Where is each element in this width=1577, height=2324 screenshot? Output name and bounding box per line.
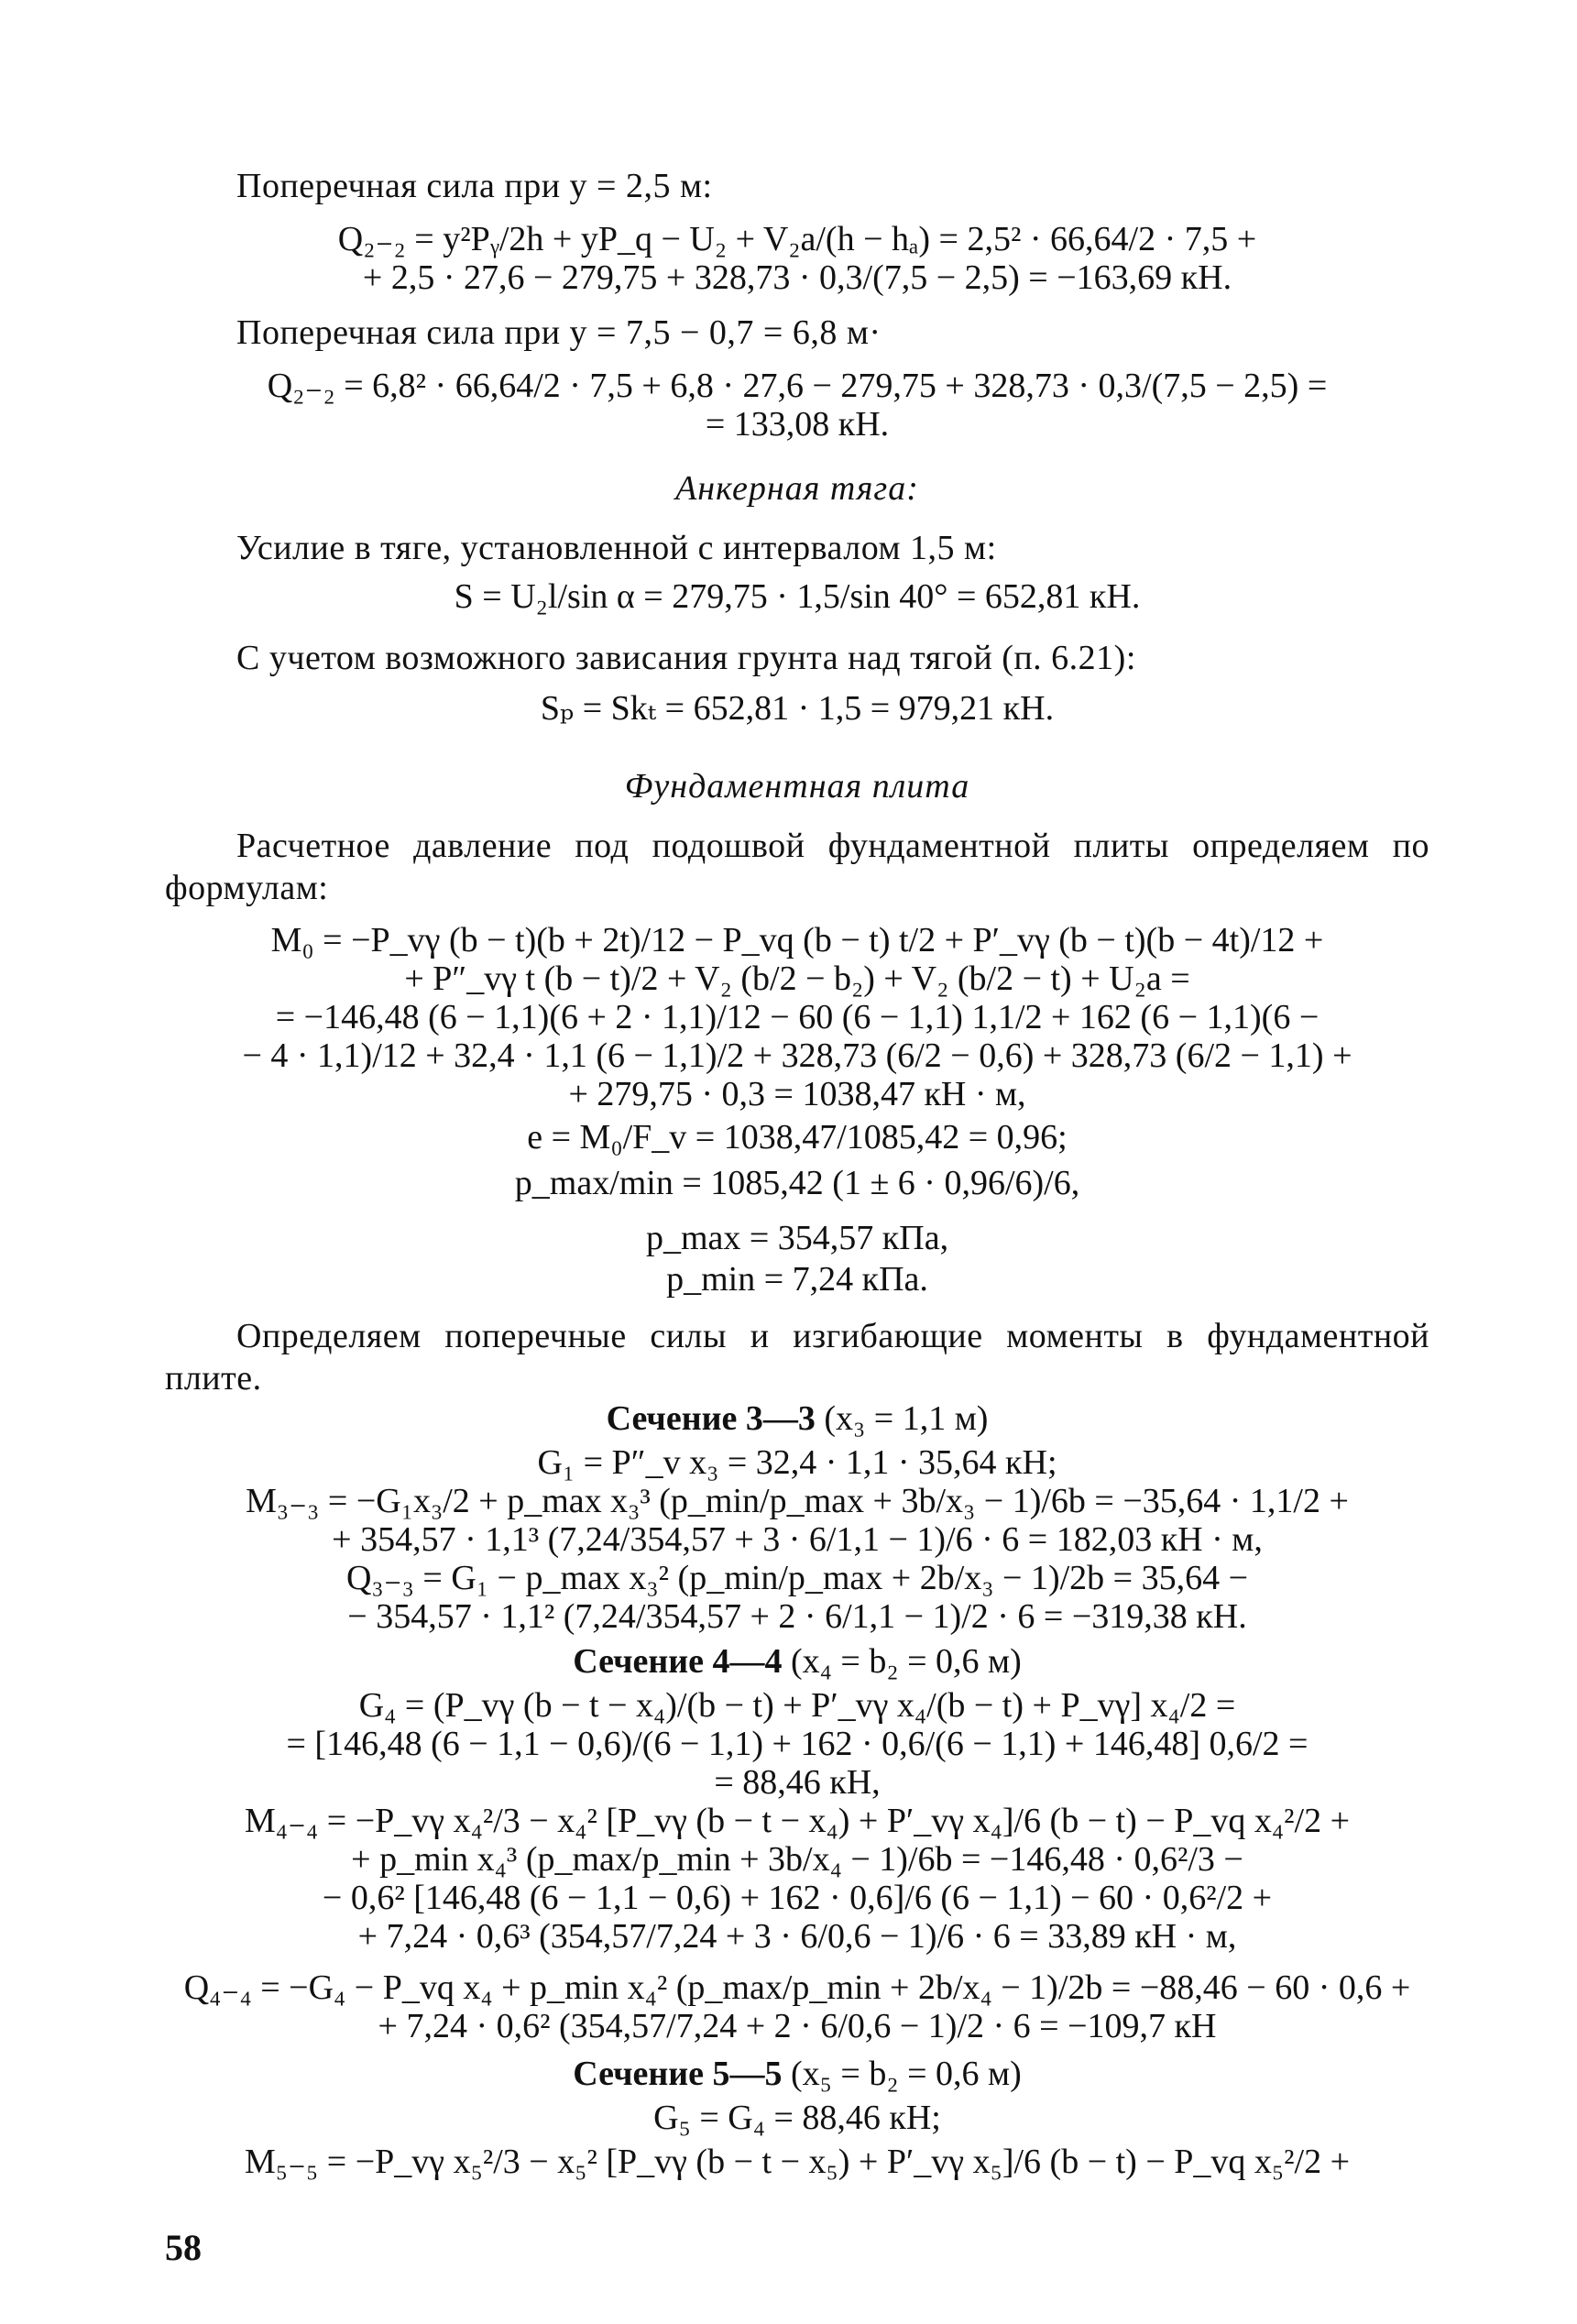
section-title: Сечение 4—4 [573, 1642, 783, 1681]
paragraph-rod-force: Усилие в тяге, установленной с интервалом 1,5 м: [236, 529, 997, 567]
formula-q22-first [165, 220, 1429, 297]
section-3-3-header [165, 1398, 1429, 1440]
formula-line: + p_min x₄³ (p_max/p_min + 3b/x₄ − 1)/6b = −146,48 · 0,6²/3 − [351, 1840, 1243, 1879]
section-5-5-header [165, 2053, 1429, 2095]
formula-line: G₄ = (P_vγ (b − t − x₄)/(b − t) + P′_vγ x₄/(b − t) + P_vγ] x₄/2 = [358, 1686, 1236, 1725]
formula-line: M₅₋₅ = −P_vγ x₅²/3 − x₅² [P_vγ (b − t − x₅) + P′_vγ x₅]/6 (b − t) − P_vq x₅²/2 + [244, 2143, 1351, 2181]
paragraph-design-pressure: Расчетное давление под подошвой фундаментной плиты определяем по формулам: [165, 827, 1429, 907]
formula-line: Q₂₋₂ = y²Pᵧ/2h + yP_q − U₂ + V₂a/(h − hₐ) = 2,5² · 66,64/2 · 7,5 + [337, 220, 1257, 258]
formula-line: = −146,48 (6 − 1,1)(6 + 2 · 1,1)/12 − 60 (6 − 1,1) 1,1/2 + 162 (6 − 1,1)(6 − [275, 998, 1320, 1036]
formula-line: + 7,24 · 0,6² (354,57/7,24 + 2 · 6/0,6 − 1)/2 · 6 = −109,7 кН [378, 2007, 1217, 2045]
formula-line: Q₃₋₃ = G₁ − p_max x₃² (p_min/p_max + 2b/x₃ − 1)/2b = 35,64 − [345, 1559, 1249, 1597]
heading-anchor-rod: Анкерная тяга: [675, 469, 919, 508]
formula-sp: Sₚ = Skₜ = 652,81 · 1,5 = 979,21 кН. [540, 689, 1055, 728]
paragraph-soil-hanging: С учетом возможного зависания грунта над тягой (п. 6.21): [236, 639, 1136, 677]
formula-p-max: p_max = 354,57 кПа, [645, 1219, 949, 1257]
paragraph-shear-2-5: Поперечная сила при y = 2,5 м: [236, 167, 713, 205]
formula-line: − 354,57 · 1,1² (7,24/354,57 + 2 · 6/1,1 − 1)/2 · 6 = −319,38 кН. [347, 1597, 1247, 1636]
formula-line: M₀ = −P_vγ (b − t)(b + 2t)/12 − P_vq (b − t) t/2 + P′_vγ (b − t)(b − 4t)/12 + [270, 921, 1324, 959]
formula-line: = [146,48 (6 − 1,1 − 0,6)/(6 − 1,1) + 162 · 0,6/(6 − 1,1) + 146,48] 0,6/2 = [286, 1725, 1309, 1763]
formula-line: + 354,57 · 1,1³ (7,24/354,57 + 3 · 6/1,1 − 1)/6 · 6 = 182,03 кН · м, [332, 1520, 1263, 1559]
formula-line: + 279,75 · 0,3 = 1038,47 кН · м, [568, 1075, 1026, 1113]
section-title: Сечение 3—3 [606, 1399, 816, 1438]
formula-line: M₃₋₃ = −G₁x₃/2 + p_max x₃³ (p_min/p_max + 3b/x₃ − 1)/6b = −35,64 · 1,1/2 + [246, 1482, 1349, 1520]
formula-line: + 2,5 · 27,6 − 279,75 + 328,73 · 0,3/(7,5 − 2,5) = −163,69 кН. [362, 258, 1232, 297]
formula-p-max-min: p_max/min = 1085,42 (1 ± 6 · 0,96/6)/6, [514, 1164, 1080, 1202]
formulas-section-5-5 [165, 2099, 1429, 2181]
formula-m0 [165, 921, 1429, 1113]
paragraph-shear-moments: Определяем поперечные силы и изгибающие моменты в фундаментной плите. [165, 1317, 1429, 1398]
heading-foundation-slab: Фундаментная плита [624, 767, 970, 806]
formulas-section-4-4 [165, 1686, 1429, 2045]
formula-line: = 133,08 кН. [705, 405, 890, 444]
formula-line: M₄₋₄ = −P_vγ x₄²/3 − x₄² [P_vγ (b − t − x₄) + P′_vγ x₄]/6 (b − t) − P_vq x₄²/2 + [244, 1802, 1351, 1840]
formula-line: + P″_vγ t (b − t)/2 + V₂ (b/2 − b₂) + V₂ (b/2 − t) + U₂a = [404, 959, 1190, 998]
formula-line: G₅ = G₄ = 88,46 кН; [653, 2099, 941, 2137]
formula-q22-second [165, 367, 1429, 444]
section-condition: (x₄ = b₂ = 0,6 м) [791, 1642, 1022, 1681]
section-condition: (x₅ = b₂ = 0,6 м) [791, 2055, 1022, 2093]
section-4-4-header [165, 1640, 1429, 1683]
formula-line: + 7,24 · 0,6³ (354,57/7,24 + 3 · 6/0,6 − 1)/6 · 6 = 33,89 кН · м, [357, 1917, 1237, 1956]
formula-line: Q₄₋₄ = −G₄ − P_vq x₄ + p_min x₄² (p_max/p_min + 2b/x₄ − 1)/2b = −88,46 − 60 · 0,6 + [183, 1968, 1411, 2007]
formula-line: Q₂₋₂ = 6,8² · 66,64/2 · 7,5 + 6,8 · 27,6 − 279,75 + 328,73 · 0,3/(7,5 − 2,5) = [267, 367, 1328, 405]
section-condition: (x₃ = 1,1 м) [824, 1399, 989, 1438]
formula-line: G₁ = P″_v x₃ = 32,4 · 1,1 · 35,64 кН; [537, 1443, 1057, 1482]
formula-line: − 4 · 1,1)/12 + 32,4 · 1,1 (6 − 1,1)/2 + 328,73 (6/2 − 0,6) + 328,73 (6/2 − 1,1) + [242, 1036, 1352, 1075]
formula-eccentricity: e = M₀/F_v = 1038,47/1085,42 = 0,96; [527, 1118, 1068, 1157]
formula-line: − 0,6² [146,48 (6 − 1,1 − 0,6) + 162 · 0,6]/6 (6 − 1,1) − 60 · 0,6²/2 + [322, 1879, 1273, 1917]
section-title: Сечение 5—5 [573, 2055, 783, 2093]
formula-line: = 88,46 кН, [714, 1763, 881, 1802]
paragraph-shear-6-8: Поперечная сила при y = 7,5 − 0,7 = 6,8 м· [236, 313, 882, 352]
formula-p-min: p_min = 7,24 кПа. [666, 1260, 928, 1299]
formulas-section-3-3 [165, 1443, 1429, 1636]
page-number: 58 [165, 2227, 202, 2268]
formula-s: S = U₂l/sin α = 279,75 · 1,5/sin 40° = 652,81 кН. [454, 577, 1141, 616]
